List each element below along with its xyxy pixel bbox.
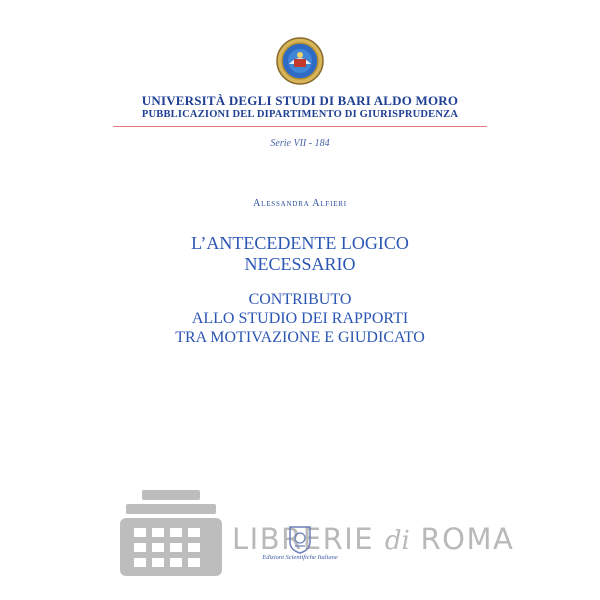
university-seal-icon xyxy=(275,36,325,86)
typewriter-icon xyxy=(120,490,222,578)
publisher-emblem-icon xyxy=(287,524,313,554)
watermark-city: ROMA xyxy=(420,522,515,556)
series-label: Serie VII - 184 xyxy=(270,138,330,149)
book-subtitle-line-3: TRA MOTIVAZIONE E GIUDICATO xyxy=(175,329,425,346)
book-title-line-2: NECESSARIO xyxy=(244,254,356,274)
watermark-connector: di xyxy=(384,526,410,556)
publisher-name: Edizioni Scientifiche Italiane xyxy=(262,554,338,561)
department-name: PUBBLICAZIONI DEL DIPARTIMENTO DI GIURISPRUDENZA xyxy=(141,109,459,120)
header-divider xyxy=(113,126,487,127)
book-subtitle-line-2: ALLO STUDIO DEI RAPPORTI xyxy=(191,310,409,327)
book-subtitle-line-1: CONTRIBUTO xyxy=(248,291,352,308)
watermark-main: LIBRERIE xyxy=(232,522,375,556)
university-name: UNIVERSITÀ DEGLI STUDI DI BARI ALDO MORO xyxy=(141,93,459,108)
book-title-line-1: L’ANTECEDENTE LOGICO xyxy=(191,233,409,253)
watermark-text xyxy=(232,522,514,556)
author-name: Alessandra Alfieri xyxy=(253,198,347,209)
